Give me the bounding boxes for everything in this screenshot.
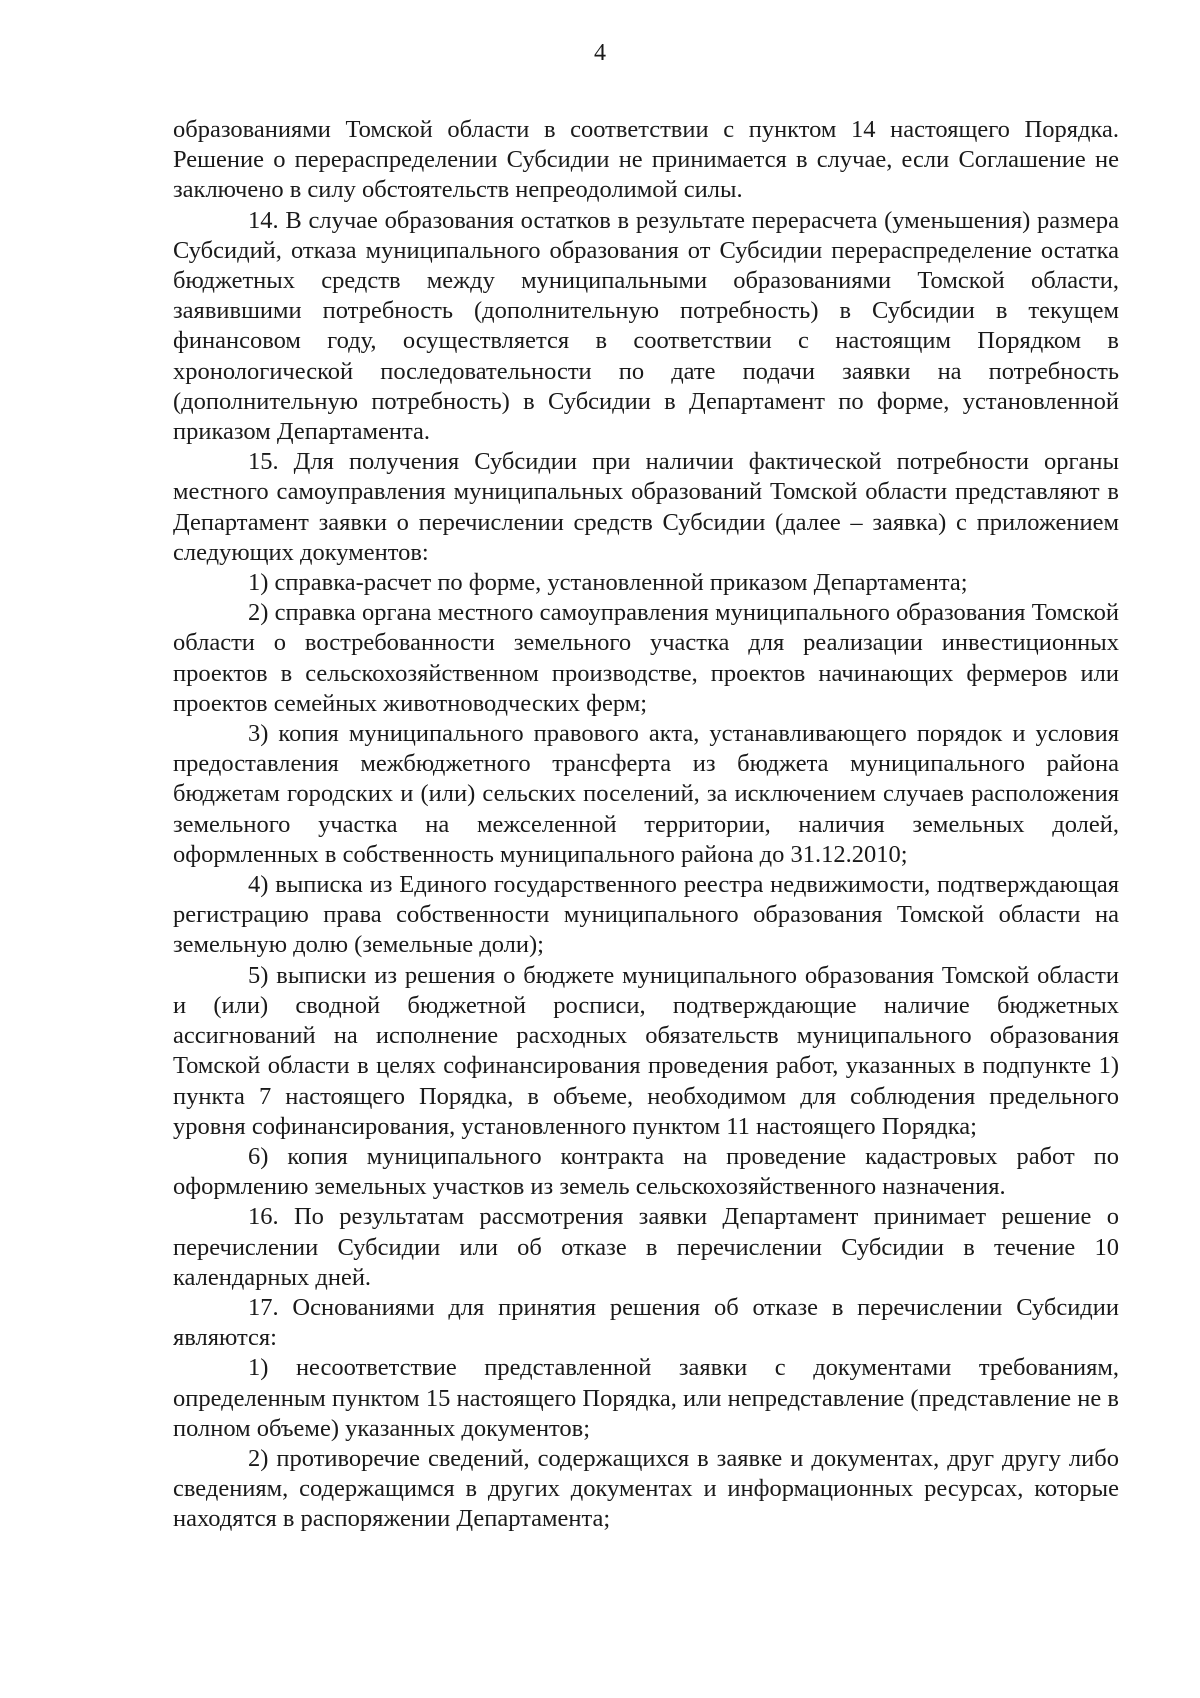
paragraph: 14. В случае образования остатков в результате перерасчета (уменьшения) размера Субсидий, отказа муниципального образования от Субсидии перераспределение остатка бюджетных средств между муниципальными образованиями Томской области, заявившими потребность (дополнительную потребность) в Субсидии в текущем финансовом году, осуществляется в соответствии с настоящим Порядком в хронологической последовательности по дате подачи заявки на потребность (дополнительную потребность) в Субсидии в Департамент по форме, установленной приказом Департамента. (173, 206, 1119, 446)
paragraph: 15. Для получения Субсидии при наличии фактической потребности органы местного самоуправления муниципальных образований Томской области представляют в Департамент заявки о перечислении средств Субсидии (далее – заявка) с приложением следующих документов: (173, 448, 1119, 566)
paragraph: 1) справка-расчет по форме, установленной приказом Департамента; (248, 569, 968, 597)
paragraph: 17. Основаниями для принятия решения об отказе в перечислении Субсидии являются: (173, 1293, 1119, 1352)
paragraph: 2) противоречие сведений, содержащихся в заявке и документах, друг другу либо сведениям, содержащимся в других документах и информационных ресурсах, которые находятся в распоряжении Департамента; (173, 1444, 1119, 1533)
paragraph: 3) копия муниципального правового акта, устанавливающего порядок и условия предоставления межбюджетного трансферта из бюджета муниципального района бюджетам городских и (или) сельских поселений, за исключением случаев расположения земельного участка на межселенной территории, наличия земельных долей, оформленных в собственность муниципального района до 31.12.2010; (173, 720, 1119, 868)
paragraph: 6) копия муниципального контракта на проведение кадастровых работ по оформлению земельных участков из земель сельскохозяйственного назначения. (173, 1142, 1119, 1201)
paragraph: 2) справка органа местного самоуправления муниципального образования Томской области о востребованности земельного участка для реализации инвестиционных проектов в сельскохозяйственном производстве, проектов начинающих фермеров или проектов семейных животноводческих ферм; (173, 599, 1119, 717)
document-body (173, 115, 1119, 1535)
paragraph: 4) выписка из Единого государственного реестра недвижимости, подтверждающая регистрацию права собственности муниципального образования Томской области на земельную долю (земельные доли); (173, 871, 1119, 959)
paragraph: образованиями Томской области в соответствии с пунктом 14 настоящего Порядка. Решение о перераспределении Субсидии не принимается в случае, если Соглашение не заключено в силу обстоятельств непреодолимой силы. (173, 116, 1119, 204)
paragraph: 5) выписки из решения о бюджете муниципального образования Томской области и (или) сводной бюджетной росписи, подтверждающие наличие бюджетных ассигнований на исполнение расходных обязательств муниципального образования Томской области в целях софинансирования проведения работ, указанных в подпункте 1) пункта 7 настоящего Порядка, в объеме, необходимом для соблюдения предельного уровня софинансирования, установленного пунктом 11 настоящего Порядка; (173, 961, 1119, 1140)
paragraph: 16. По результатам рассмотрения заявки Департамент принимает решение о перечислении Субсидии или об отказе в перечислении Субсидии в течение 10 календарных дней. (173, 1203, 1119, 1291)
page-number: 4 (594, 40, 606, 66)
paragraph: 1) несоответствие представленной заявки с документами требованиям, определенным пунктом 15 настоящего Порядка, или непредставление (представление не в полном объеме) указанных документов; (173, 1354, 1119, 1442)
